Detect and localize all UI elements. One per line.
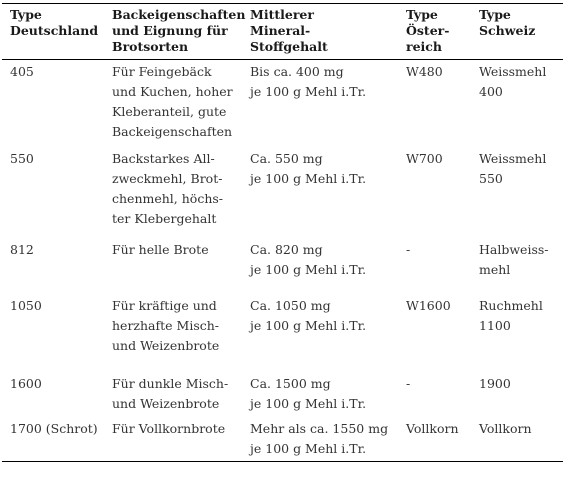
cell-type-switzerland: Weissmehl 400 xyxy=(479,64,547,99)
table-row xyxy=(2,417,563,462)
table-row xyxy=(2,372,563,417)
cell-mineral-content: Ca. 550 mg je 100 g Mehl i.Tr. xyxy=(250,150,367,186)
cell-type-germany: 1600 xyxy=(10,375,42,391)
cell-baking-properties: Für dunkle Misch- und Weizenbrote xyxy=(112,375,229,411)
cell-type-germany: 1050 xyxy=(10,297,42,313)
header-mineral-content: Mittlerer Mineral- Stoffgehalt xyxy=(242,4,398,60)
cell-type-germany: 812 xyxy=(10,241,34,257)
header-type-germany: Type Deutschland xyxy=(2,4,104,60)
cell-baking-properties: Für helle Brote xyxy=(112,241,209,257)
cell-baking-properties: Für kräftige und herzhafte Misch- und Weizenbrote xyxy=(112,297,220,353)
cell-type-austria: - xyxy=(406,241,411,257)
cell-type-switzerland: Halbweiss- mehl xyxy=(479,241,549,277)
table-row xyxy=(2,147,563,238)
cell-type-switzerland: Weissmehl 550 xyxy=(479,150,547,186)
table-row xyxy=(2,60,563,147)
cell-mineral-content: Ca. 820 mg je 100 g Mehl i.Tr. xyxy=(250,241,367,277)
table-row xyxy=(2,294,563,372)
header-type-switzerland: Type Schweiz xyxy=(471,4,563,60)
cell-baking-properties: Für Vollkornbrote xyxy=(104,417,242,462)
table-header-row xyxy=(2,4,563,60)
cell-type-germany: 1700 (Schrot) xyxy=(2,417,104,462)
cell-type-austria: - xyxy=(406,375,411,391)
cell-type-switzerland: Ruchmehl 1100 xyxy=(479,297,543,333)
cell-mineral-content: Ca. 1500 mg je 100 g Mehl i.Tr. xyxy=(250,375,367,411)
cell-mineral-content: Bis ca. 400 mg je 100 g Mehl i.Tr. xyxy=(250,64,367,99)
cell-type-switzerland: Vollkorn xyxy=(471,417,563,462)
cell-baking-properties: Backstarkes All- zweckmehl, Brot- chenmehl, höchs- ter Klebergehalt xyxy=(112,150,224,226)
cell-type-austria: W1600 xyxy=(406,297,451,313)
cell-type-austria: W700 xyxy=(406,150,443,166)
cell-type-germany: 550 xyxy=(10,150,34,166)
flour-types-table xyxy=(2,3,563,462)
cell-mineral-content: Ca. 1050 mg je 100 g Mehl i.Tr. xyxy=(250,297,367,333)
cell-type-switzerland: 1900 xyxy=(479,375,511,391)
header-type-austria: Type Öster- reich xyxy=(398,4,471,60)
cell-baking-properties: Für Feingebäck und Kuchen, hoher Kleberanteil, gute Backeigenschaften xyxy=(112,64,233,139)
table-row xyxy=(2,238,563,294)
cell-mineral-content: Mehr als ca. 1550 mg je 100 g Mehl i.Tr. xyxy=(242,417,398,462)
header-baking-properties: Backeigenschaften und Eignung für Brotsorten xyxy=(104,4,242,60)
cell-type-germany: 405 xyxy=(10,64,34,79)
cell-type-austria: W480 xyxy=(406,64,443,79)
cell-type-austria: Vollkorn xyxy=(398,417,471,462)
